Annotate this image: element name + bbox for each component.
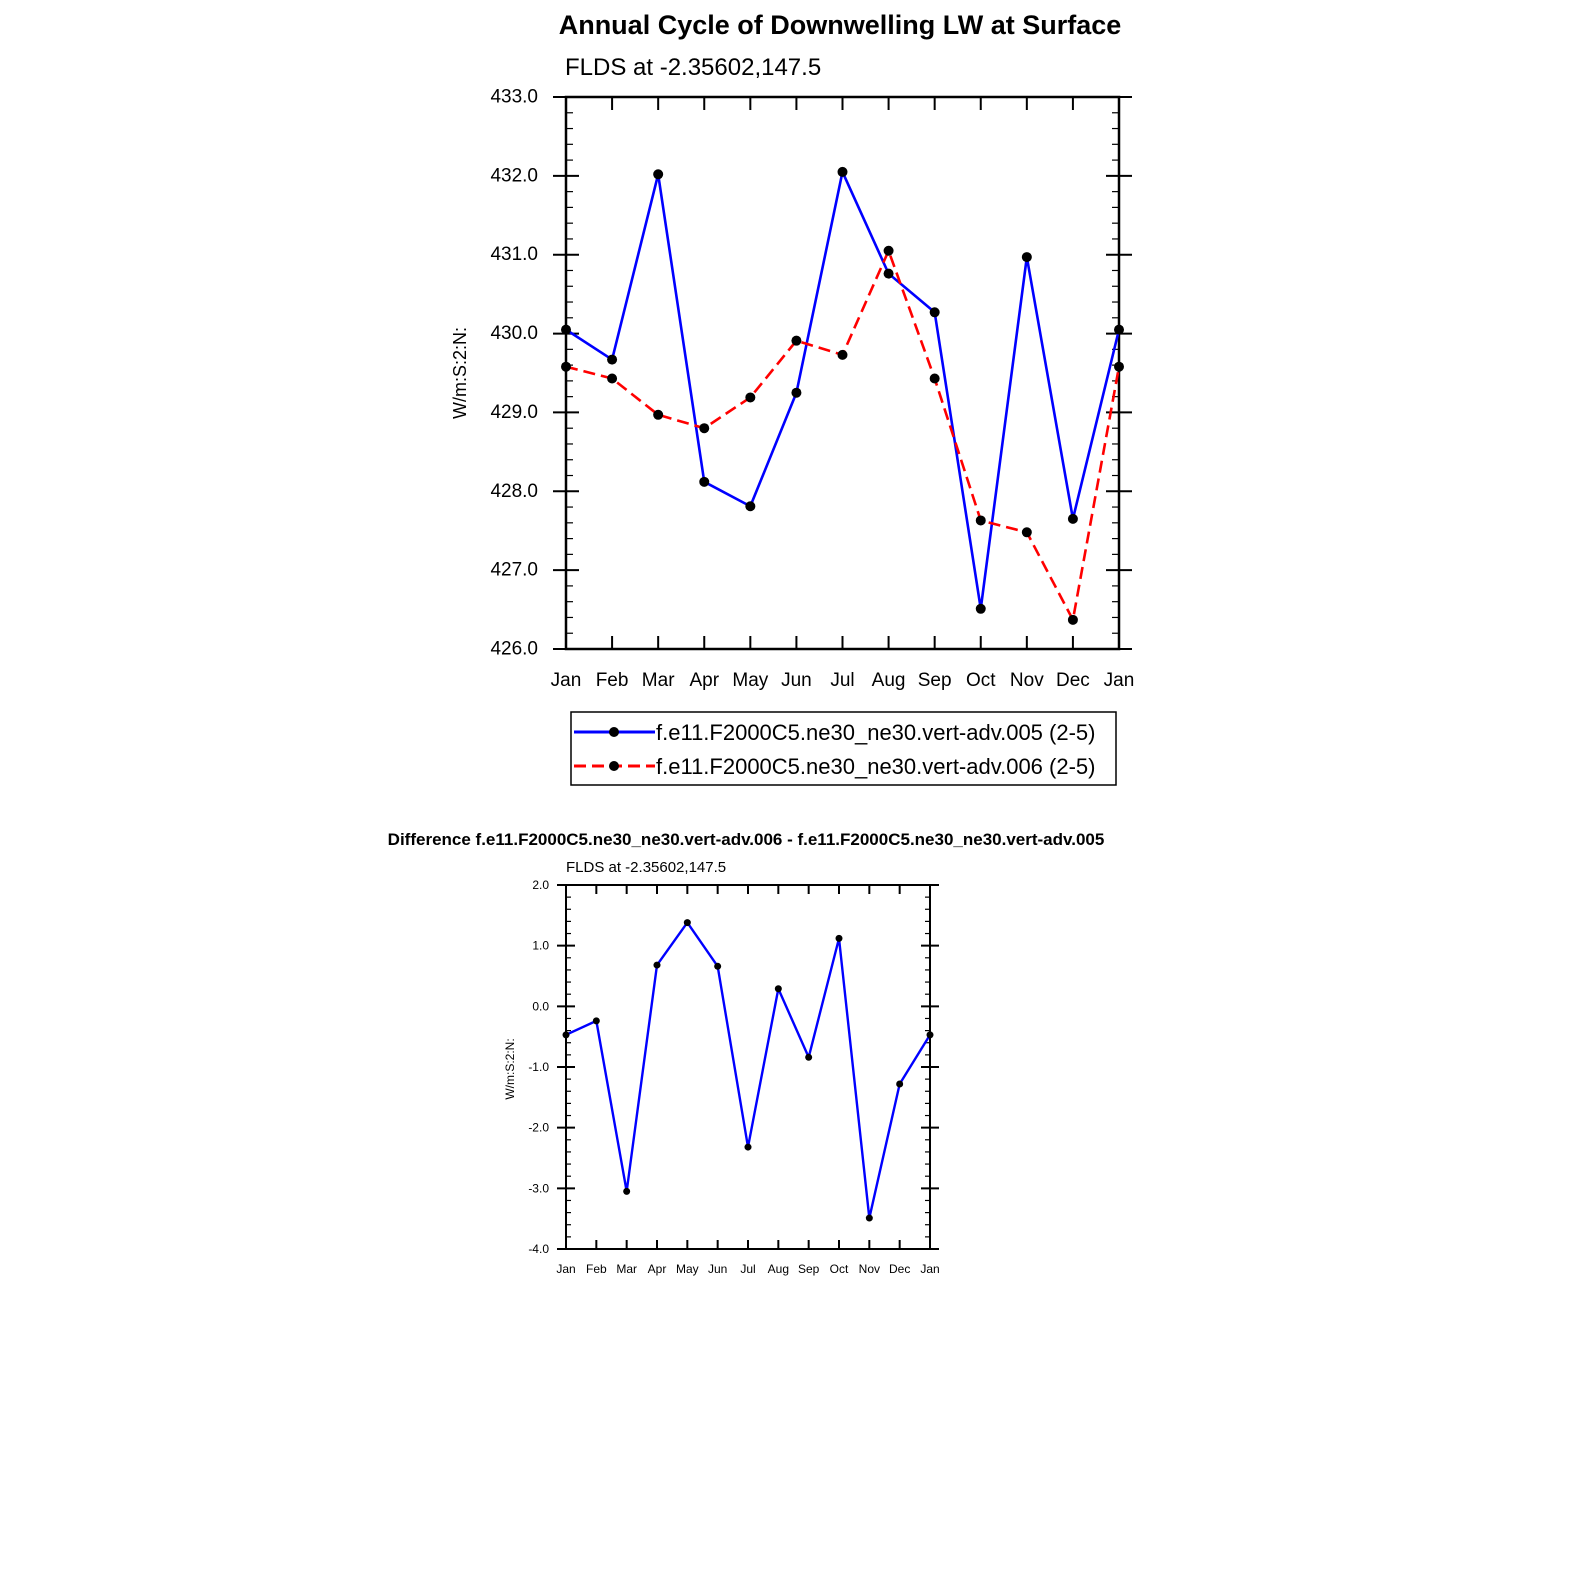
series-1-line (566, 923, 930, 1218)
chart1-ytick-labels (490, 87, 538, 660)
series-1-point (976, 604, 986, 614)
y-tick-label: 0.0 (532, 999, 549, 1014)
chart1-xtick-labels (551, 670, 1135, 691)
chart1-series (561, 167, 1124, 625)
x-tick-label: Jan (1103, 670, 1135, 691)
chart1-title: Annual Cycle of Downwelling LW at Surface (558, 10, 1122, 40)
y-tick-label: 427.0 (490, 559, 538, 581)
y-tick-label: -4.0 (528, 1242, 549, 1256)
series-2-point (930, 374, 940, 384)
legend-marker-series-2 (609, 761, 619, 771)
x-tick-label: Dec (888, 1262, 911, 1276)
y-tick-label: 431.0 (490, 244, 538, 266)
x-tick-label: May (675, 1262, 699, 1276)
series-1-point (607, 355, 617, 365)
y-tick-label: 2.0 (532, 878, 549, 892)
series-1-point (593, 1017, 600, 1024)
x-tick-label: Feb (585, 1262, 607, 1276)
x-tick-label: Jan (920, 1262, 940, 1276)
x-tick-label: Aug (767, 1262, 790, 1276)
series-1-point (866, 1215, 873, 1222)
series-1-point (654, 962, 661, 969)
x-tick-label: Oct (965, 670, 996, 691)
series-1-point (745, 1144, 752, 1151)
chart2-xtick-labels (556, 1262, 939, 1276)
chart2-series (563, 919, 934, 1221)
series-1-point (791, 388, 801, 398)
y-tick-label: 428.0 (490, 480, 538, 502)
series-2-point (745, 392, 755, 402)
x-tick-label: Dec (1056, 670, 1090, 691)
series-1-point (884, 269, 894, 279)
series-1-point (745, 501, 755, 511)
series-1-point (805, 1054, 812, 1061)
chart2-ylabel: W/m:S:2:N: (503, 1038, 517, 1100)
series-1-point (838, 167, 848, 177)
x-tick-label: Apr (689, 670, 720, 691)
series-1-point (561, 325, 571, 335)
x-tick-label: Nov (1009, 670, 1044, 691)
x-tick-label: Oct (829, 1262, 849, 1276)
series-1-point (714, 963, 721, 970)
series-2-point (607, 374, 617, 384)
x-tick-label: Jul (830, 670, 855, 691)
series-2-point (561, 362, 571, 372)
y-tick-label: 1.0 (532, 938, 549, 953)
series-1-point (699, 477, 709, 487)
series-1-line (566, 172, 1119, 609)
x-tick-label: Sep (917, 670, 952, 691)
legend-marker-series-1 (609, 727, 619, 737)
x-tick-label: Sep (797, 1262, 820, 1276)
chart1-plot-frame (566, 97, 1119, 649)
legend-label-series-2: f.e11.F2000C5.ne30_ne30.vert-adv.006 (2-5) (656, 754, 1096, 779)
y-tick-label: 426.0 (490, 638, 538, 660)
difference-chart (388, 830, 1105, 1276)
series-1-point (684, 919, 691, 926)
chart2-ticks (557, 885, 939, 1249)
series-2-point (976, 515, 986, 525)
y-tick-label: -2.0 (528, 1120, 549, 1135)
y-tick-label: 429.0 (490, 401, 538, 423)
x-tick-label: May (732, 670, 769, 691)
x-tick-label: Mar (641, 670, 675, 691)
chart1-legend (571, 712, 1116, 785)
series-1-point (1022, 252, 1032, 262)
series-2-point (1114, 362, 1124, 372)
series-2-point (699, 423, 709, 433)
x-tick-label: Jan (550, 670, 582, 691)
series-2-point (791, 336, 801, 346)
series-2-point (1022, 527, 1032, 537)
y-tick-label: 432.0 (490, 165, 538, 187)
chart1-ylabel: W/m:S:2:N: (450, 326, 470, 420)
series-1-point (930, 307, 940, 317)
series-2-point (1068, 615, 1078, 625)
series-1-point (836, 935, 843, 942)
x-tick-label: Feb (595, 670, 629, 691)
x-tick-label: Nov (858, 1262, 881, 1276)
y-tick-label: 433.0 (490, 86, 538, 108)
series-1-point (563, 1031, 570, 1038)
y-tick-label: -1.0 (528, 1060, 549, 1074)
x-tick-label: Mar (616, 1262, 638, 1276)
series-1-point (927, 1031, 934, 1038)
annual-cycle-chart (450, 10, 1134, 785)
series-1-point (653, 169, 663, 179)
series-1-point (1114, 325, 1124, 335)
series-2-point (884, 246, 894, 256)
x-tick-label: Jun (781, 670, 812, 691)
x-tick-label: Aug (871, 670, 906, 691)
chart2-ytick-labels (528, 878, 549, 1256)
chart1-subtitle: FLDS at -2.35602,147.5 (565, 54, 822, 81)
y-tick-label: 430.0 (490, 323, 538, 345)
series-2-point (653, 410, 663, 420)
series-1-point (1068, 514, 1078, 524)
series-2-point (838, 350, 848, 360)
series-1-point (896, 1080, 903, 1087)
y-tick-label: -3.0 (528, 1181, 549, 1196)
series-1-point (775, 985, 782, 992)
x-tick-label: Jul (740, 1262, 756, 1276)
chart2-title: Difference f.e11.F2000C5.ne30_ne30.vert-adv.006 - f.e11.F2000C5.ne30_ne30.vert-adv.005 (387, 830, 1105, 849)
chart2-subtitle: FLDS at -2.35602,147.5 (566, 859, 727, 876)
x-tick-label: Jan (556, 1262, 576, 1276)
series-1-point (623, 1188, 630, 1195)
legend-label-series-1: f.e11.F2000C5.ne30_ne30.vert-adv.005 (2-5) (656, 720, 1096, 745)
x-tick-label: Apr (647, 1262, 667, 1276)
x-tick-label: Jun (707, 1262, 728, 1276)
